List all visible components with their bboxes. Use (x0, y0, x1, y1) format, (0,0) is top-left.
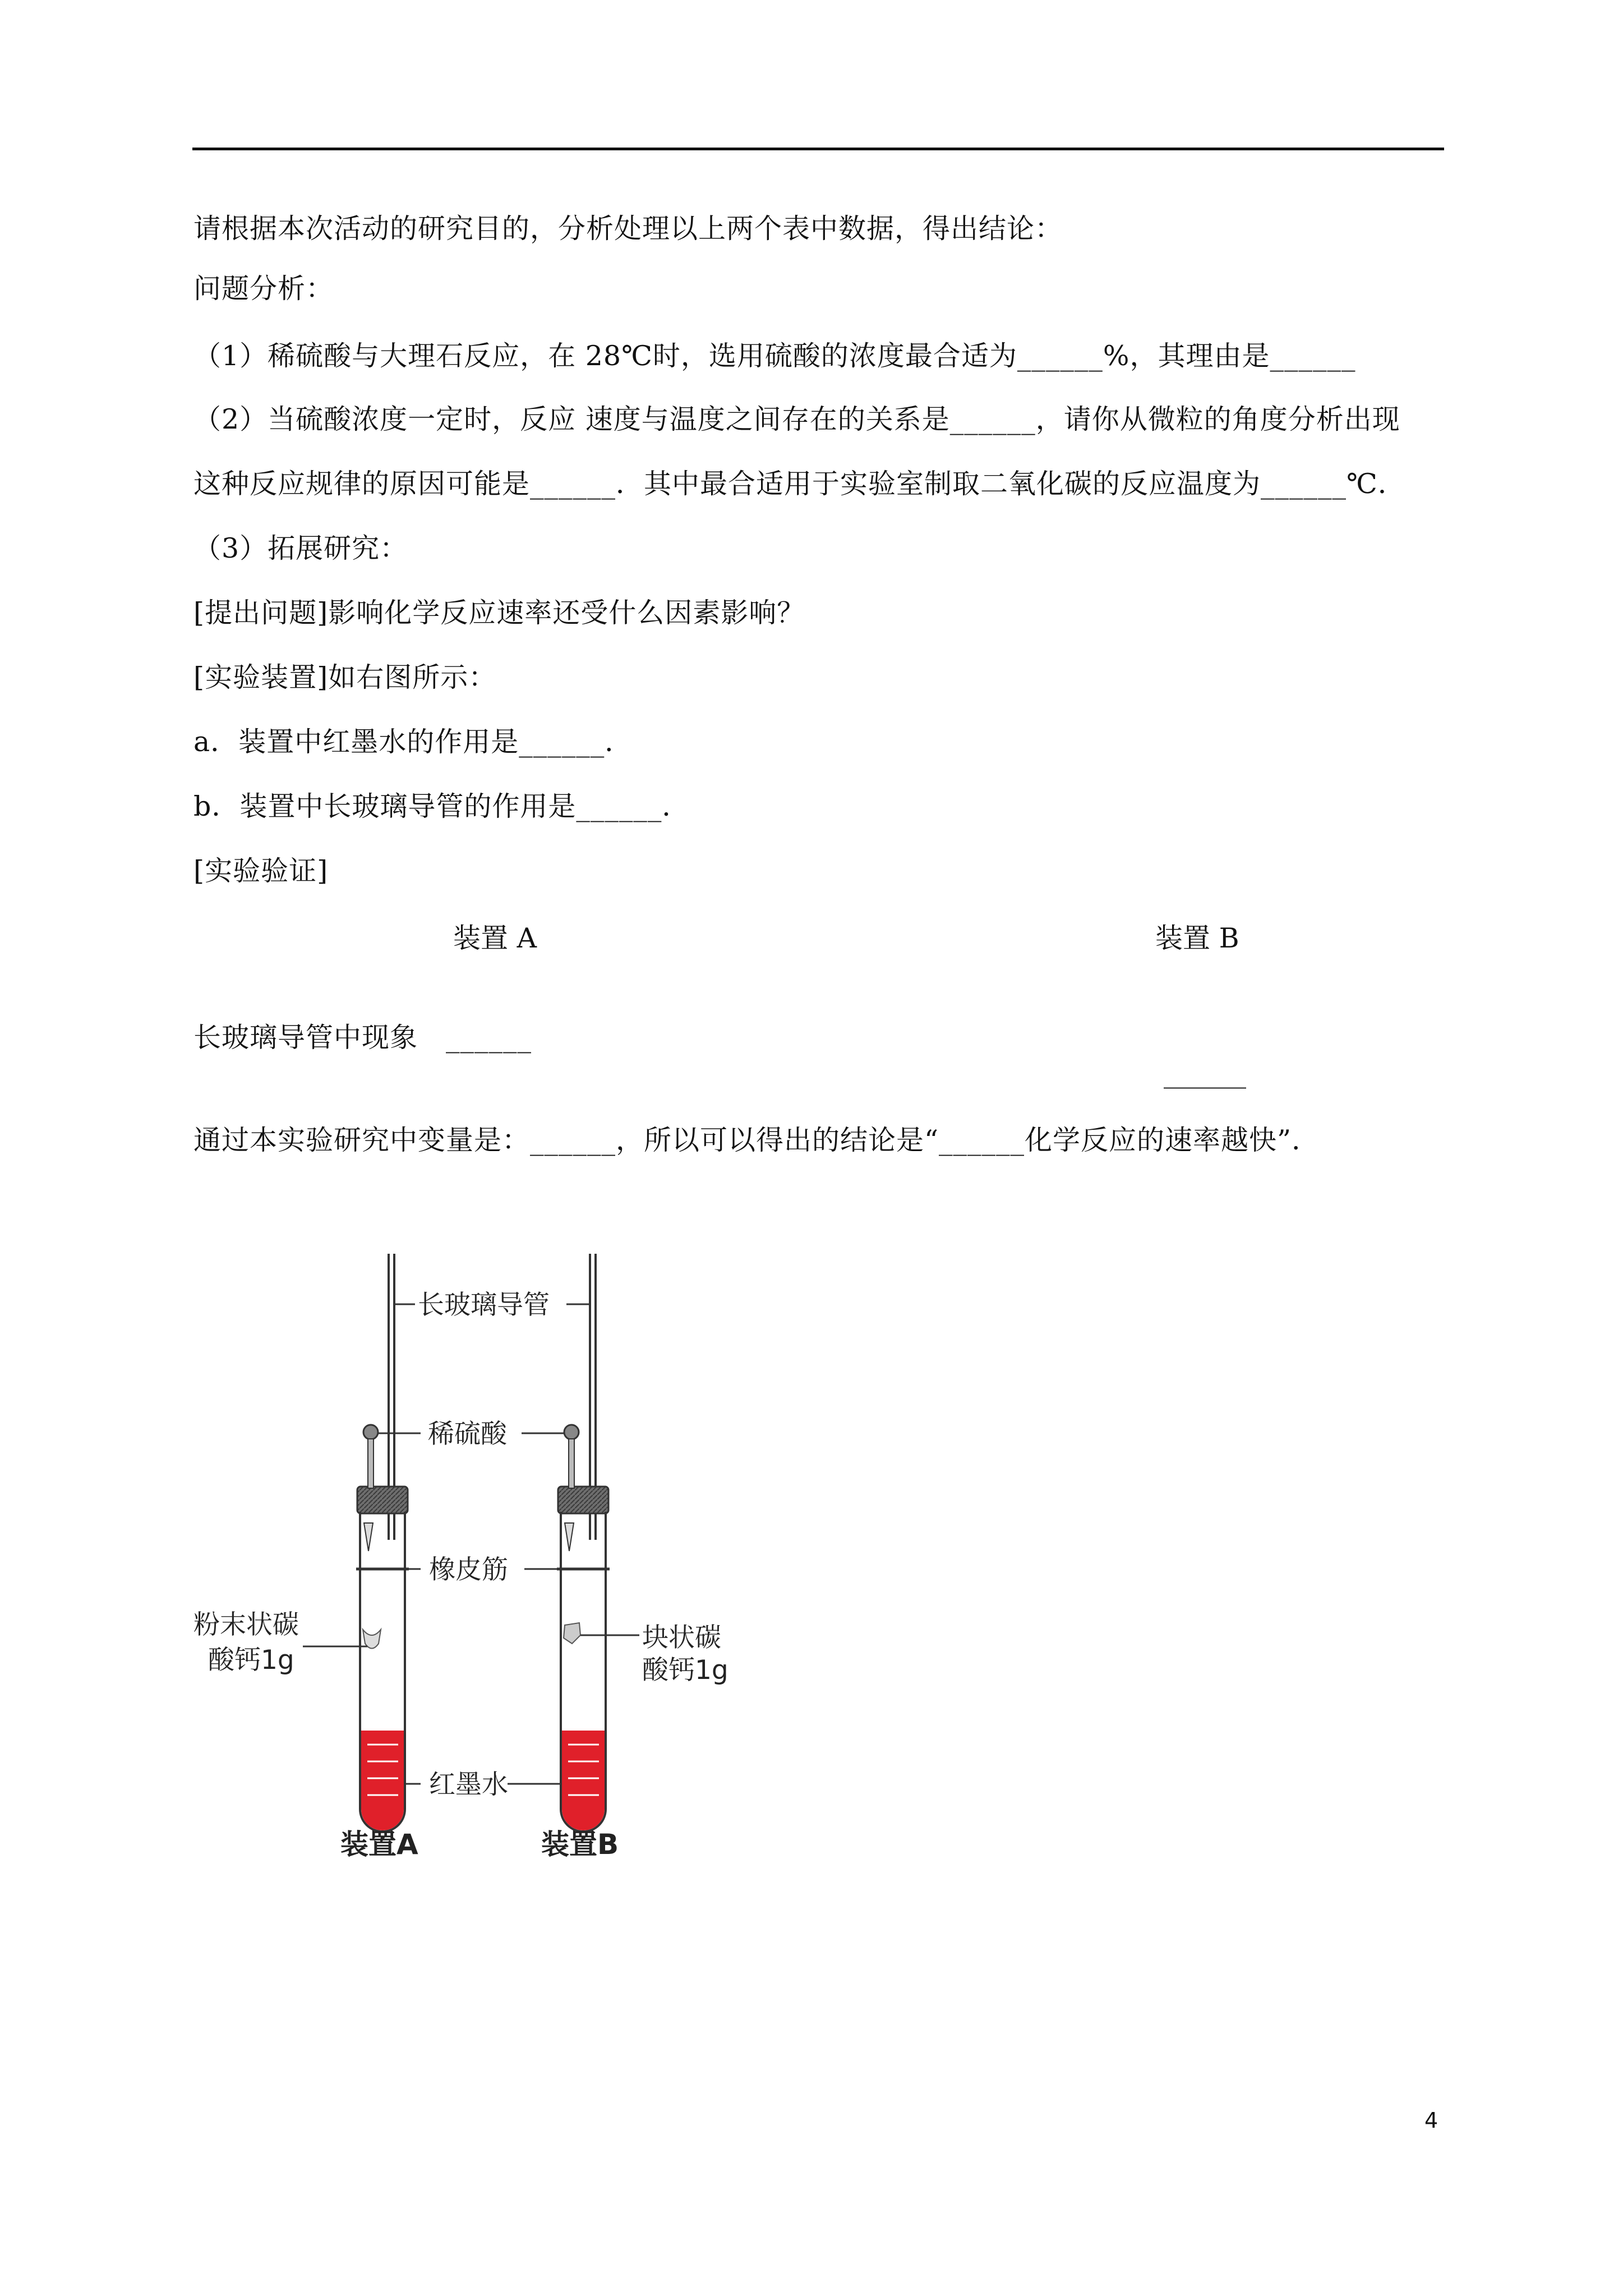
page-number: 4 (1424, 2108, 1438, 2133)
header-rule (192, 148, 1444, 150)
red-ink-a (361, 1731, 404, 1830)
block-sample-b (564, 1623, 580, 1644)
label-powder-line2: 酸钙1g (208, 1645, 294, 1676)
label-block-line1: 块状碳 (642, 1622, 721, 1653)
question-2-line-1: （2）当硫酸浓度一定时，反应 速度与温度之间存在的关系是______，请你从微粒的角度分析出现 (193, 403, 1400, 435)
stopper-b (558, 1487, 608, 1513)
label-red-ink: 红墨水 (429, 1769, 508, 1800)
label-powder-line1: 粉末状碳 (193, 1609, 299, 1640)
phenomenon-row: 长玻璃导管中现象 ______ (193, 1022, 532, 1053)
caption-device-a: 装置A (340, 1828, 418, 1861)
powder-sample-a (363, 1630, 381, 1649)
apparatus-heading: [实验装置]如右图所示： (193, 661, 497, 693)
device-b-header: 装置 B (1155, 922, 1239, 954)
dropper-tip-a (364, 1523, 373, 1551)
raise-question: [提出问题]影响化学反应速率还受什么因素影响？ (193, 597, 805, 629)
label-dilute-acid: 稀硫酸 (428, 1419, 507, 1450)
section-heading-analysis: 问题分析： (193, 273, 334, 305)
caption-device-b: 装置B (541, 1828, 619, 1861)
dropper-tip-b (565, 1523, 574, 1551)
stopper-a (357, 1487, 408, 1513)
question-b: b．装置中长玻璃导管的作用是______． (193, 790, 690, 822)
verification-heading: [实验验证] (193, 855, 329, 887)
phenomenon-blank-b: ______ (1164, 1057, 1246, 1089)
question-2-line-2: 这种反应规律的原因可能是______．其中最合适用于实验室制取二氧化碳的反应温度为______℃． (193, 468, 1406, 500)
conclusion-question: 通过本实验研究中变量是：______，所以可以得出的结论是“______化学反应的速率越快”． (193, 1124, 1320, 1156)
device-a-apparatus (356, 1254, 409, 1832)
device-a-header: 装置 A (453, 922, 537, 954)
label-long-tube: 长玻璃导管 (418, 1290, 550, 1320)
dropper-bulb-a (363, 1425, 378, 1439)
red-ink-b (562, 1731, 605, 1830)
label-rubber-band: 橡皮筋 (429, 1554, 508, 1585)
question-1: （1）稀硫酸与大理石反应，在 28℃时，选用硫酸的浓度最合适为______%，其理由是______ (193, 340, 1356, 372)
question-a: a．装置中红墨水的作用是______． (193, 726, 633, 758)
apparatus-diagram (193, 1248, 766, 1871)
label-block-line2: 酸钙1g (642, 1655, 728, 1686)
question-3-heading: （3）拓展研究： (193, 532, 408, 564)
dropper-a (368, 1439, 374, 1488)
dropper-b (569, 1439, 574, 1488)
conclusion-instruction: 请根据本次活动的研究目的，分析处理以上两个表中数据，得出结论： (193, 213, 1063, 245)
device-b-apparatus (557, 1254, 610, 1832)
dropper-bulb-b (564, 1425, 579, 1439)
